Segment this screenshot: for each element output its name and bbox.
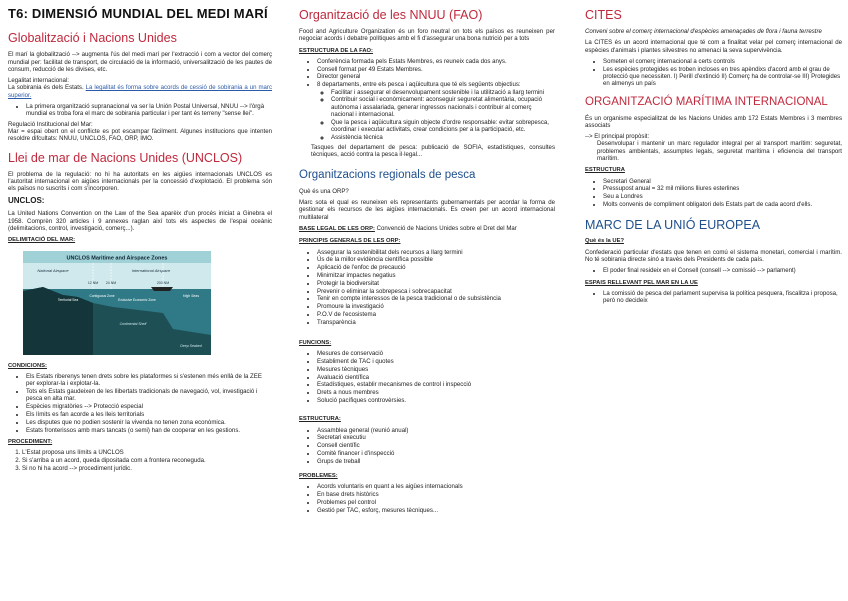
legality-paragraph [8, 84, 272, 99]
conditions-label: CONDICIONS: [8, 362, 47, 369]
map-label-deep-seabed: Deep Seabed [180, 343, 202, 348]
map-label-12nm: 12 NM [87, 280, 99, 285]
rfo-problems-label: PROBLEMES: [299, 473, 338, 480]
imo-purpose-text: Desenvolupar i mantenir un marc regulador integral per al transport marítim: seguretat, problemes ambientals, assumptes legals, seguretat marítima i eficiencia del transport marítim. [597, 140, 842, 163]
imo-purpose-label: --> El principal propòsit: [585, 133, 650, 141]
eu-text: Confederació particular d'estats que tenen en comú el sistema monetari, comercial i marítim. No té sobirania directe sinó a través dels Presidents de cada país. [585, 248, 842, 263]
unclos-subheading: UNCLOS: [8, 196, 45, 206]
rfo-structure-label: ESTRUCTURA: [299, 416, 341, 423]
list-item: • Prevenir o eliminar la sobrepesca i sobrecapacitat [317, 288, 555, 295]
list-item: ◦ Que la pesca i aqüicultura siguin objecte d'ordre responsable: evitar sobrepesca, coordinar i executar activitats, crear condicions per a la participació, etc. [331, 119, 555, 134]
list-item: • Molts convenis de compliment obligatori dels Estats part de cada acord d'ells. [603, 201, 842, 208]
imo-heading: ORGANITZACIÓ MARÍTIMA INTERNACIONAL [585, 95, 828, 108]
conditions-list [8, 373, 272, 434]
rfo-legal [299, 225, 555, 233]
list-item: • Assegurar la sostenibilitat dels recursos a llarg termini [317, 249, 555, 256]
list-item: • Assamblea general (reunió anual) [317, 427, 555, 434]
list-item: • Estadístiques, establir mecanismes de control i inspecció [317, 381, 555, 388]
globalization-heading: Globalització i Nacions Unides [8, 31, 177, 46]
rfo-structure-list [299, 427, 555, 465]
list-item: • Les espècies protegides es troben incloses en tres apèndixs d'acord amb el grau de protecció que necessiten. I) Perill d'extinció II) Comerç ha de controlar-se III) Protegides en almenys un país [603, 66, 842, 88]
globalization-intro: El marí la globalització --> augmenta l'ús del medi marí per l'extracció i com a vector del comerç mundial per: facilitat de transport, de circulació de la informació, universalització de les pautes de consum, reducció de les divises, etc. [8, 51, 272, 73]
eu-spaces-list [585, 290, 842, 305]
map-label-high-seas: High Seas [182, 293, 200, 298]
document-title: T6: DIMENSIÓ MUNDIAL DEL MEDI MARÍ [8, 6, 268, 21]
cites-heading: CITES [585, 8, 622, 22]
fao-structure-list [299, 58, 555, 141]
cites-text: La CITES és un acord internacional que té com a finalitat velar pel comerç internacional de espècies d'animals i plantes silvestres no amenaci la seva supervivència. [585, 39, 842, 54]
list-item: • Consell científic [317, 442, 555, 449]
list-item: • Ús de la millor evidència científica possible [317, 256, 555, 263]
list-item: • El poder final resideix en el Consell (consell --> comissió --> parlament) [603, 267, 842, 274]
list-item: ◦ Assistència tècnica [331, 134, 555, 141]
list-item: • Estats fronterissos amb mars tancats (o semi) han de cooperar en les gestions. [26, 427, 272, 434]
rfo-legal-text: Convenció de Nacions Unides sobre el Dret del Mar [376, 224, 517, 232]
list-item: • Grups de treball [317, 458, 555, 465]
fao-structure-label: ESTRUCTURA DE LA FAO: [299, 47, 373, 54]
list-item: • Aplicació de l'enfoc de precaució [317, 264, 555, 271]
list-item: • Solució pacífiques controvèrsies. [317, 397, 555, 404]
legality-underlined: La legalitat és forma sobre acords de cessió de sobirania a un marc superior. [8, 84, 272, 99]
column-right [585, 6, 842, 307]
rfo-functions-label: FUNCIONS: [299, 340, 332, 346]
map-label-international-airspace: International Airspace [131, 267, 171, 273]
list-item: • Tenir en compte interessos de la pesca tradicional o de subsistència [317, 295, 555, 302]
list-item: • Secretari executiu [317, 434, 555, 441]
legality-label: Legalitat internacional: [8, 77, 69, 85]
column-middle [299, 6, 555, 517]
map-label-contiguous-zone: Contiguous Zone [89, 293, 115, 298]
list-item: • Problemes pel control [317, 499, 555, 506]
rfo-legal-label: BASE LEGAL DE LES ORP: [299, 225, 375, 232]
list-item: • Els Estats riberenys tenen drets sobre les plataformes si s'estenen més enllà de la ZEE per explorar-la i explotar-la. [26, 373, 272, 388]
eu-heading: MARC DE LA UNIÓ EUROPEA [585, 218, 761, 233]
procedure-list [8, 449, 272, 472]
unclos-text: La United Nations Convention on the Law of the Sea aparèix d'un procés iniciat a Ginebra el 1958. Comprèn 320 articles i 9 annexes raglan així tots els aspectes de l'espai oceànic (delimitacions, control, investigació, comerç...). [8, 210, 272, 233]
eu-list [585, 267, 842, 274]
list-item: • Acords voluntaris en quant a les aigües internacionals [317, 483, 555, 490]
list-item: 1. L'Estat proposa uns límits a UNCLOS [22, 449, 272, 456]
list-item: • Avaluació científica [317, 374, 555, 381]
list-item: • La primera organització supranacional va ser la Unión Postal Universal, NNUU --> l'òrgà mundial es troba fora el marc de sobirania particular i per tant és terreny "sense llei". [26, 103, 272, 118]
list-item: • Comitè financer i d'inspecció [317, 450, 555, 457]
list-item: • Secretari General [603, 178, 842, 185]
list-item: • Seu a Londres [603, 193, 842, 200]
map-label-continental-shelf: Continental Shelf [119, 321, 147, 326]
list-item: • Tots els Estats gaudeixen de les llibertats tradicionals de navegació, vol, investigació i pesca en alta mar. [26, 388, 272, 403]
list-item: • Mesures tècniques [317, 366, 555, 373]
fao-intro: Food and Agriculture Organization és un foro neutral on tots els països es reuneixen per negociar acords i debatre polítiques amb el fi d'assegurar una bona nutrició per a tots [299, 28, 555, 43]
eu-spaces-label: ESPAIS RELLEVANT PEL MAR EN LA UE [585, 279, 698, 286]
list-item: • Les disputes que no podien sostenir la vivenda no tenen zona econòmica. [26, 419, 272, 426]
list-item: 2. Si s'arriba a un acord, queda dipositada com a frontera reconeguda. [22, 457, 272, 464]
list-item: • Drets a nous membres [317, 389, 555, 396]
list-item: ◦ Facilitar i assegurar el desenvolupament sostenible i la utilització a llarg termini [331, 89, 555, 96]
list-item: • Promoure la investigació [317, 303, 555, 310]
list-item: • Someten el comerç internacional a certs controls [603, 58, 842, 65]
map-label-national-airspace: National Airspace [37, 267, 69, 273]
list-item: • Conferència formada pels Estats Membres, es reuneix cada dos anys. [317, 58, 555, 65]
list-item: • P.O.V de l'ecosistema [317, 311, 555, 318]
column-left [8, 6, 272, 475]
list-item: • Director general [317, 73, 555, 80]
list-item: • Establiment de TAC i quotes [317, 358, 555, 365]
map-label: DELIMITACIÓ DEL MAR: [8, 237, 76, 244]
map-label-territorial-sea: Territorial Sea [57, 297, 79, 302]
cites-subtitle: Conveni sobre el comerç internacional d'espècies amenaçades de flora i fauna terrestre [585, 28, 822, 35]
list-item: • Consell format per 49 Estats Membres. [317, 66, 555, 73]
rfo-principles-label: PRINCIPIS GENERALS DE LES ORP: [299, 238, 401, 245]
list-item: • En base drets històrics [317, 491, 555, 498]
list-item: ◦ Contribuir social i econòmicament: aconseguir seguretat alimentària, ocupació autònoma i assalariada, generar ingressos nacionals i contribuir al comerç nacional i internacional. [331, 96, 555, 118]
cites-list [585, 58, 842, 88]
procedure-label: PROCEDIMENT: [8, 438, 53, 445]
eu-question: Què és la UE? [585, 238, 624, 245]
rfo-problems-list [299, 483, 555, 514]
imo-structure-label: ESTRUCTURA [585, 167, 625, 174]
list-item: • Mesures de conservació [317, 350, 555, 357]
legality-text: La sobirania és dels Estats. [8, 84, 84, 92]
fao-tasks: Tasques del departament de pesca: publicació de SOFIA, estadístiques, consultes tècniques, acció contra la pesca il·legal... [311, 144, 555, 159]
map-label-eez: Exclusive Economic Zone [118, 297, 156, 302]
rfo-question: Què és una ORP? [299, 187, 349, 195]
rfo-functions-list [299, 350, 555, 404]
rfo-principles-list [299, 249, 555, 326]
list-item: • La comissió de pesca del parlament supervisa la política pesquera, fiscalitza i proposa, però no decideix [603, 290, 842, 305]
list-item: • Minimitzar impactes negatius [317, 272, 555, 279]
map-label-200nm: 200 NM [156, 280, 170, 285]
map-title: UNCLOS Maritime and Airspace Zones [66, 255, 168, 262]
rfo-text: Marc sota el qual es reuneixen els representants gubernamentals per acordar la forma de gestionar els recursos de les aigües internacionals. Es creen per un acord internacional multilateral [299, 199, 555, 221]
list-item: • Pressupost anual = 32 mil milions lliures esterlines [603, 185, 842, 192]
map-label-24nm: 24 NM [105, 280, 117, 285]
unclos-intro: El problema de la regulació: no hi ha autoritats en les aigües internacionals UNCLOS es l'autoritat internacional en aigües internacionals per la concessió d'explotació. El problema són els països no suscrits i com s'incorporen. [8, 170, 272, 193]
fao-heading: Organització de les NNUU (FAO) [299, 8, 483, 22]
list-item: • Els límits es fan acorde a les lleis territorials [26, 411, 272, 418]
list-item: 3. Si no hi ha acord --> procediment jurídic. [22, 465, 272, 472]
regulation-label: Regulació Institucional del Mar: [8, 120, 93, 128]
maritime-zones-diagram [23, 251, 211, 355]
list-item: • Protegir la biodiversitat [317, 280, 555, 287]
imo-structure-list [585, 178, 842, 209]
list-item [317, 81, 555, 141]
list-item: • Espècies migratòries --> Protecció especial [26, 403, 272, 410]
unclos-heading: Llei de mar de Nacions Unides (UNCLOS) [8, 150, 243, 165]
regulation-text: Mar = espai obert on el conflicte es pot escampar fàcilment. Algunes institucions que intenten resoldre difcultats: NNUU, UNCLOS, FAO, ORP, IMO. [8, 127, 272, 143]
list-item: • Gestió per TAC, esforç, mesures tècniques... [317, 507, 555, 514]
list-item: • Transparència [317, 319, 555, 326]
objectives-list [317, 89, 555, 142]
list-item-text: 8 departaments, entre els pesca i aqüicultura que té els següents objectius: [317, 81, 521, 89]
rfo-heading: Organitzacions regionals de pesca [299, 168, 476, 181]
imo-text: És un organisme especialitzat de les Nacions Unides amb 172 Estats Membres i 3 membres associats [585, 114, 842, 129]
globalization-bullets [8, 103, 272, 118]
